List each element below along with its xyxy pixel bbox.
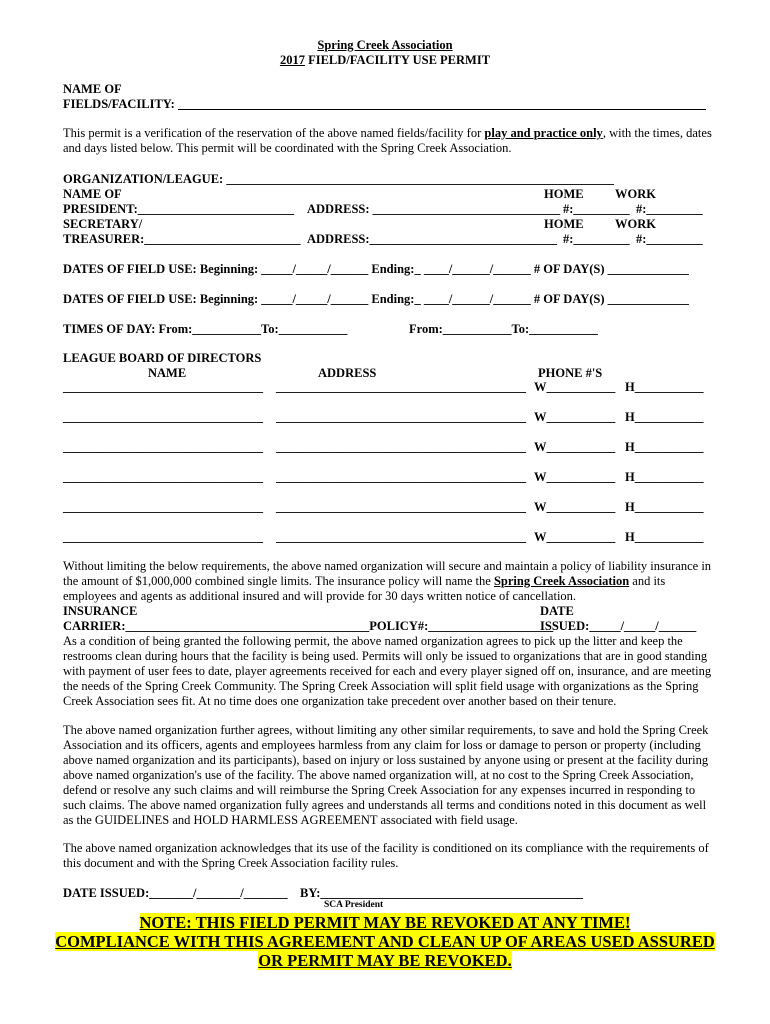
board-work-phone[interactable]: W___________ xyxy=(534,410,616,424)
permit-title xyxy=(0,53,770,68)
president-field[interactable]: PRESIDENT:_________________________ xyxy=(63,202,295,216)
home-header-2: HOME xyxy=(544,217,584,231)
insurance-label-1: INSURANCE xyxy=(63,604,138,618)
board-name-blank[interactable]: ________________________________ xyxy=(63,410,263,424)
president-home-number[interactable]: #:_________ xyxy=(563,202,630,216)
signature-by-field[interactable]: BY:__________________________________________ xyxy=(300,886,583,900)
board-work-phone[interactable]: W___________ xyxy=(534,470,616,484)
board-name-blank[interactable]: ________________________________ xyxy=(63,440,263,454)
president-address-field[interactable]: ADDRESS: ______________________________ xyxy=(307,202,561,216)
board-home-phone[interactable]: H___________ xyxy=(625,380,704,394)
date-label: DATE xyxy=(540,604,574,618)
intro-text-after: , with the times, dates and days listed below. This permit will be coordinated with the Spring Creek Association. xyxy=(63,126,712,155)
facility-input-line[interactable] xyxy=(178,109,706,110)
board-title: LEAGUE BOARD OF DIRECTORS xyxy=(63,351,262,365)
board-home-phone[interactable]: H___________ xyxy=(625,470,704,484)
permit-title-text: FIELD/FACILITY USE PERMIT xyxy=(304,53,491,67)
times-row-left[interactable]: TIMES OF DAY: From:___________To:___________ xyxy=(63,322,348,336)
board-col-address: ADDRESS xyxy=(318,366,377,380)
date-issued-insurance[interactable]: ISSUED:_____/_____/______ xyxy=(540,619,697,633)
secretary-work-number[interactable]: #:_________ xyxy=(636,232,703,246)
board-name-blank[interactable]: ________________________________ xyxy=(63,380,263,394)
conditions-paragraph-1: As a condition of being granted the following permit, the above named organization agrees to pick up the litter and keep the restrooms clean during hours that the facility is being used. Permits will only be issued to organizations that are in good standing with payment of user fees to date, player agreements received for each and every player signed off on, insurance, and are meeting the needs of the Spring Creek Community. The Spring Creek Association will split field usage with organizations as the Spring Creek Association sees fit. At no time does one organization take precedent over another based on their tenure. xyxy=(63,634,712,708)
board-work-phone[interactable]: W___________ xyxy=(534,440,616,454)
board-work-phone[interactable]: W___________ xyxy=(534,500,616,514)
board-address-blank[interactable]: ________________________________________ xyxy=(276,470,526,484)
compliance-notice-end xyxy=(0,951,770,970)
revocation-notice xyxy=(0,913,770,932)
date-issued-field[interactable]: DATE ISSUED:_______/_______/_______ xyxy=(63,886,288,900)
facility-label-2: FIELDS/FACILITY: xyxy=(63,97,175,111)
compliance-notice xyxy=(0,932,770,951)
board-col-phone: PHONE #'S xyxy=(538,366,603,380)
board-address-blank[interactable]: ________________________________________ xyxy=(276,440,526,454)
conditions-paragraph-2: The above named organization further agrees, without limiting any other similar requirements, to save and hold the Spring Creek Association and its officers, agents and employees harmless from any claim for loss or damage to person or property (including above named organization and its participants), based on injury or loss sustained by anyone using or present at the facility during above named organization's use of the facility. The above named organization will, at no cost to the Spring Creek Association, defend or resolve any such claims and will reimburse the Spring Creek Association for any expenses incurred in responding to such claims. The above named organization fully agrees and understands all terms and conditions noted in this document as well as the GUIDELINES and HOLD HARMLESS AGREEMENT associated with field usage. xyxy=(63,723,709,827)
board-address-blank[interactable]: ________________________________________ xyxy=(276,410,526,424)
conditions-paragraph-3: The above named organization acknowledges that its use of the facility is conditioned on its compliance with the requirements of this document and with the Spring Creek Association facility rules. xyxy=(63,841,709,870)
board-address-blank[interactable]: ________________________________________ xyxy=(276,530,526,544)
facility-label-1: NAME OF xyxy=(63,82,122,96)
carrier-policy-field[interactable]: CARRIER:_______________________________________POLICY#:____________________ xyxy=(63,619,554,633)
work-header-1: WORK xyxy=(615,187,656,201)
board-home-phone[interactable]: H___________ xyxy=(625,500,704,514)
board-name-blank[interactable]: ________________________________ xyxy=(63,530,263,544)
permit-year: 2017 xyxy=(279,53,305,67)
intro-paragraph xyxy=(63,126,713,156)
dates-row-2[interactable]: DATES OF FIELD USE: Beginning: _____/_____/______ Ending:_ ____/______/______ # OF DAY(S) _____________ xyxy=(63,292,689,306)
board-name-blank[interactable]: ________________________________ xyxy=(63,500,263,514)
dates-row-1[interactable]: DATES OF FIELD USE: Beginning: _____/_____/______ Ending:_ ____/______/______ # OF DAY(S) _____________ xyxy=(63,262,689,276)
secretary-address-field[interactable]: ADDRESS:______________________________ xyxy=(307,232,558,246)
secretary-home-number[interactable]: #:_________ xyxy=(563,232,630,246)
notice-line-2: COMPLIANCE WITH THIS AGREEMENT AND CLEAN UP OF AREAS USED ASSURED xyxy=(55,932,715,951)
insurance-text: Without limiting the below requirements, the above named organization will secure and maintain a policy of liability insurance in the amount of $1,000,000 combined single limits. The insurance policy will name the xyxy=(63,559,712,588)
times-row-right[interactable]: From:___________To:___________ xyxy=(409,322,598,336)
board-col-name: NAME xyxy=(148,366,187,380)
board-name-blank[interactable]: ________________________________ xyxy=(63,470,263,484)
secretary-field[interactable]: TREASURER:_________________________ xyxy=(63,232,301,246)
board-work-phone[interactable]: W___________ xyxy=(534,380,616,394)
signature-caption: SCA President xyxy=(324,900,384,910)
organization-field[interactable]: ORGANIZATION/LEAGUE: ______________________________________________________________ xyxy=(63,172,614,186)
board-address-blank[interactable]: ________________________________________ xyxy=(276,500,526,514)
board-home-phone[interactable]: H___________ xyxy=(625,410,704,424)
board-home-phone[interactable]: H___________ xyxy=(625,530,704,544)
organization-name: Spring Creek Association xyxy=(317,38,453,52)
insurance-paragraph xyxy=(63,559,713,604)
secretary-label-1: SECRETARY/ xyxy=(63,217,143,231)
insurance-emphasis: Spring Creek Association xyxy=(493,574,630,588)
board-address-blank[interactable]: ________________________________________ xyxy=(276,380,526,394)
intro-emphasis: play and practice only xyxy=(484,126,603,140)
insurance-text-end: and its employees and agents as additional insured and will provide for 30 days written notice of cancellation. xyxy=(63,574,666,603)
president-work-number[interactable]: #:_________ xyxy=(636,202,703,216)
board-home-phone[interactable]: H___________ xyxy=(625,440,704,454)
notice-line-1: NOTE: THIS FIELD PERMIT MAY BE REVOKED AT ANY TIME! xyxy=(139,913,631,932)
board-work-phone[interactable]: W___________ xyxy=(534,530,616,544)
notice-line-3: OR PERMIT MAY BE REVOKED. xyxy=(258,951,512,970)
intro-text-before: This permit is a verification of the reservation of the above named fields/facility for xyxy=(63,126,485,140)
president-label-1: NAME OF xyxy=(63,187,122,201)
home-header-1: HOME xyxy=(544,187,584,201)
work-header-2: WORK xyxy=(615,217,656,231)
